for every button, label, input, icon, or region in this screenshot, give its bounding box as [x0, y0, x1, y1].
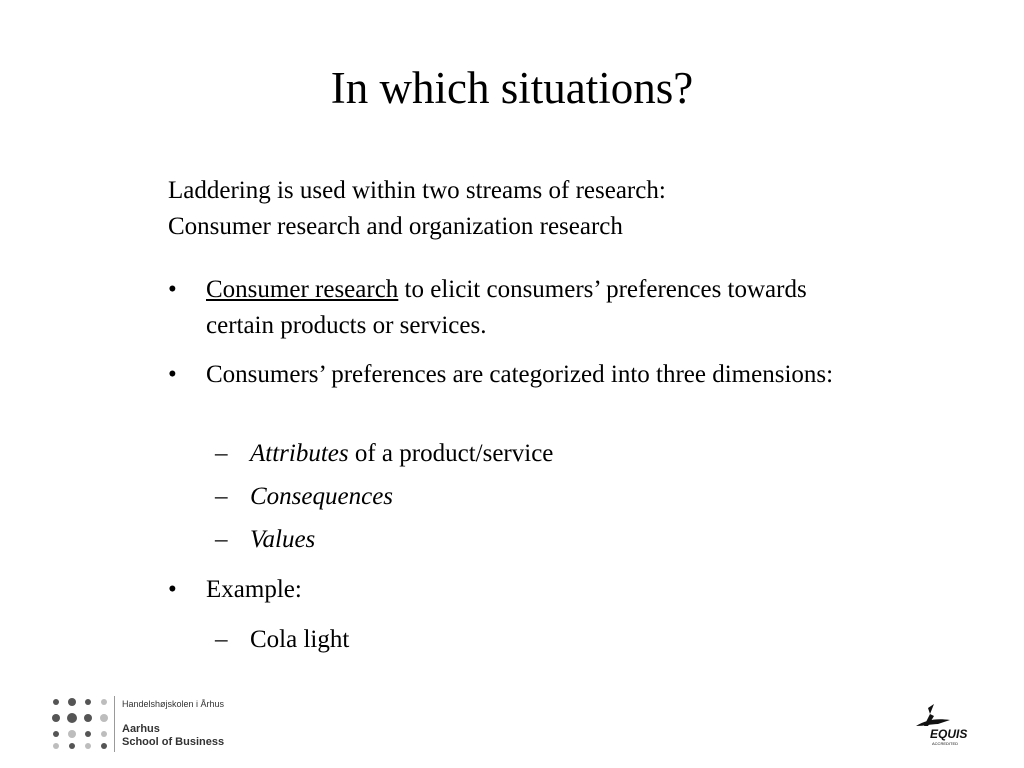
bullet-3-text: Example:	[206, 576, 302, 603]
bullet-marker: •	[168, 361, 177, 388]
subitem-consequences: – Consequences	[215, 479, 815, 515]
svg-text:EQUIS: EQUIS	[930, 727, 968, 741]
bullet-marker: •	[168, 276, 177, 303]
school-name-line-1: Aarhus	[122, 723, 160, 735]
footer-school-text	[122, 698, 224, 749]
bullet-consumer-research	[168, 272, 848, 344]
subitem-values: – Values	[215, 522, 815, 558]
aarhus-school-logo-icon	[48, 696, 112, 752]
bullet-dimensions	[168, 357, 848, 393]
slide-title: In which situations?	[330, 63, 694, 113]
dash-marker: –	[215, 440, 228, 467]
intro-text	[168, 173, 868, 245]
consumer-research-link-text: Consumer research	[206, 276, 399, 303]
bullet-marker: •	[168, 576, 177, 603]
svg-text:ACCREDITED: ACCREDITED	[932, 741, 959, 746]
intro-line-1: Laddering is used within two streams of research:	[168, 177, 666, 204]
bullet-1-rest: to elicit consumers’ preferences towards certain products or services.	[206, 276, 807, 339]
subitem-attributes: – Attributes of a product/service	[215, 436, 815, 472]
school-danish-name: Handelshøjskolen i Århus	[122, 699, 225, 709]
bullet-example	[168, 572, 848, 608]
footer-divider	[114, 696, 115, 752]
dash-marker: –	[215, 526, 228, 553]
intro-line-2: Consumer research and organization research	[168, 213, 623, 240]
dash-marker: –	[215, 626, 228, 653]
dash-marker: –	[215, 483, 228, 510]
subitem-cola-light: – Cola light	[215, 622, 815, 658]
equis-accreditation-logo-icon	[910, 704, 980, 750]
bullet-2-text: Consumers’ preferences are categorized into three dimensions:	[206, 361, 834, 388]
school-name-line-2: School of Business	[122, 736, 225, 748]
